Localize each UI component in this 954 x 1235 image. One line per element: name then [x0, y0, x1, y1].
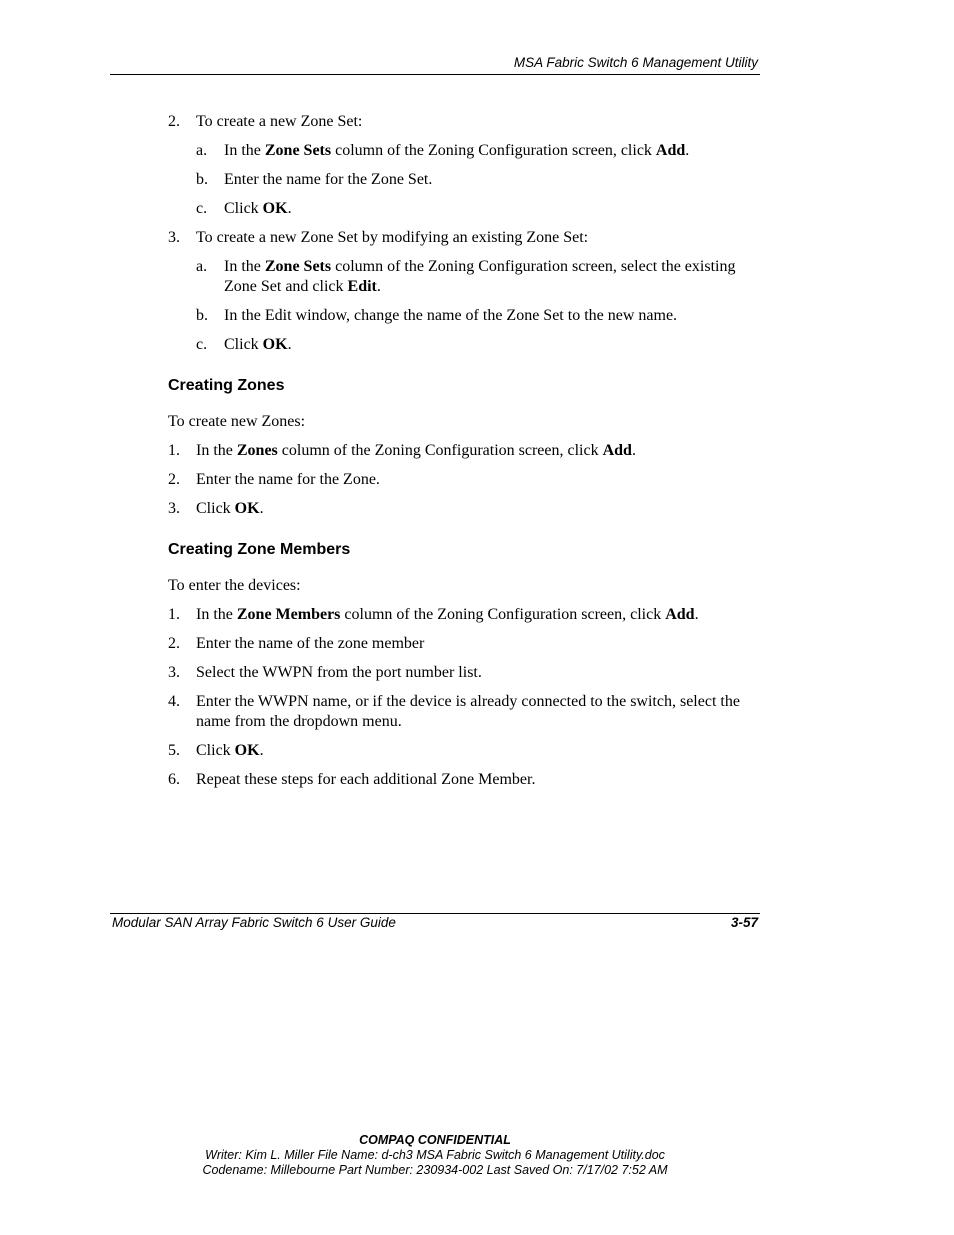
bold-term: Edit — [347, 278, 377, 295]
list-item — [168, 605, 763, 625]
list-item-number: c. — [196, 336, 208, 353]
list-item-number: c. — [196, 200, 208, 217]
text-run: Enter the WWPN name, or if the device is already connected to the switch, select the name from the dropdown menu. — [196, 693, 740, 730]
text-run: . — [287, 336, 292, 353]
list-item-number: 1. — [168, 606, 180, 623]
list-item-number: 2. — [168, 635, 180, 652]
text-run: . — [287, 200, 292, 217]
sub-list-item — [196, 199, 763, 219]
list-item-number: 3. — [168, 664, 180, 681]
list-item-text — [224, 257, 763, 297]
list-item-text: To create a new Zone Set: — [196, 113, 363, 130]
bold-term: Add — [665, 606, 695, 623]
text-run: In the Edit window, change the name of the Zone Set to the new name. — [224, 307, 678, 324]
heading-creating-zones: Creating Zones — [168, 377, 285, 394]
text-run: Click — [196, 500, 235, 517]
list-item-text — [196, 770, 763, 790]
heading-creating-zone-members: Creating Zone Members — [168, 541, 351, 558]
text-run: In the — [196, 442, 237, 459]
list-item — [168, 499, 763, 519]
list-item-text — [224, 141, 763, 161]
text-run: Repeat these steps for each additional Zone Member. — [196, 771, 536, 788]
list-item-number: 2. — [168, 113, 180, 130]
text-run: . — [259, 742, 264, 759]
text-run: In the — [196, 606, 237, 623]
text-run: In the — [224, 142, 265, 159]
list-item-text — [196, 634, 763, 654]
text-run: column of the Zoning Configuration screen, click — [277, 442, 603, 459]
list-item-text: To create a new Zone Set by modifying an existing Zone Set: — [196, 229, 589, 246]
bold-term: Zones — [236, 442, 278, 459]
bold-term: Zone Members — [236, 606, 341, 623]
list-item-number: 6. — [168, 771, 180, 788]
text-run: In the — [224, 258, 265, 275]
bold-term: Add — [655, 142, 686, 159]
text-run: Enter the name of the zone member — [196, 635, 425, 652]
list-item-text — [224, 170, 763, 190]
bold-term: Add — [602, 442, 632, 459]
text-run: Click — [224, 336, 263, 353]
list-item-text — [196, 441, 763, 461]
bold-term: OK — [262, 200, 288, 217]
text-run: Enter the name for the Zone. — [196, 471, 380, 488]
list-item-text — [196, 663, 763, 683]
sub-list-item — [196, 257, 763, 297]
list-item-text — [196, 470, 763, 490]
list-item — [168, 228, 763, 248]
text-run: Click — [224, 200, 263, 217]
sub-list-item — [196, 170, 763, 190]
sub-list-item — [196, 335, 763, 355]
list-item — [168, 634, 763, 654]
text-run: Select the WWPN from the port number list. — [196, 664, 482, 681]
sub-list-item — [196, 306, 763, 326]
confidential-block — [0, 1133, 870, 1178]
list-item-number: a. — [196, 258, 208, 275]
list-item-number: 2. — [168, 471, 180, 488]
bold-term: Zone Sets — [264, 142, 332, 159]
header-rule — [110, 74, 760, 75]
bold-term: OK — [234, 500, 260, 517]
text-run: column of the Zoning Configuration screen, select the existing Zone Set and click — [224, 258, 736, 295]
list-item-text — [196, 741, 763, 761]
text-run: . — [685, 142, 690, 159]
list-item-number: 3. — [168, 229, 180, 246]
list-item-text — [196, 692, 763, 732]
intro-creating-zones: To create new Zones: — [168, 413, 306, 430]
list-item — [168, 770, 763, 790]
list-item-text — [196, 605, 763, 625]
page-number: 3-57 — [730, 915, 758, 930]
list-item-number: 1. — [168, 442, 180, 459]
intro-creating-zone-members: To enter the devices: — [168, 577, 301, 594]
zone-set-steps — [168, 112, 763, 355]
footer-guide-title: Modular SAN Array Fabric Switch 6 User Guide — [112, 915, 396, 930]
list-item — [168, 663, 763, 683]
list-item — [168, 470, 763, 490]
list-item-number: a. — [196, 142, 208, 159]
document-body — [168, 112, 763, 799]
footer-rule — [110, 913, 760, 914]
text-run: Click — [196, 742, 235, 759]
sub-list-item — [196, 141, 763, 161]
list-item-number: b. — [196, 307, 208, 324]
bold-term: OK — [234, 742, 260, 759]
list-item — [168, 692, 763, 732]
list-item-text — [224, 306, 763, 326]
list-item-text — [224, 335, 763, 355]
text-run: . — [376, 278, 381, 295]
text-run: column of the Zoning Configuration screen, click — [331, 142, 656, 159]
list-item-number: 4. — [168, 693, 180, 710]
confidential-label: COMPAQ CONFIDENTIAL — [359, 1133, 511, 1147]
list-item — [168, 112, 763, 132]
text-run: . — [631, 442, 636, 459]
list-item-number: 3. — [168, 500, 180, 517]
list-item-number: 5. — [168, 742, 180, 759]
codename-line: Codename: Millebourne Part Number: 230934-002 Last Saved On: 7/17/02 7:52 AM — [202, 1163, 668, 1177]
zones-steps — [168, 441, 763, 519]
list-item — [168, 741, 763, 761]
text-run: . — [694, 606, 699, 623]
text-run: . — [259, 500, 264, 517]
text-run: column of the Zoning Configuration screen, click — [340, 606, 666, 623]
list-item-text — [224, 199, 763, 219]
text-run: Enter the name for the Zone Set. — [224, 171, 433, 188]
bold-term: OK — [262, 336, 288, 353]
list-item-text — [196, 499, 763, 519]
bold-term: Zone Sets — [264, 258, 332, 275]
running-header: MSA Fabric Switch 6 Management Utility — [513, 55, 758, 70]
writer-line: Writer: Kim L. Miller File Name: d-ch3 MSA Fabric Switch 6 Management Utility.doc — [205, 1148, 665, 1162]
list-item — [168, 441, 763, 461]
list-item-number: b. — [196, 171, 208, 188]
zone-members-steps — [168, 605, 763, 790]
